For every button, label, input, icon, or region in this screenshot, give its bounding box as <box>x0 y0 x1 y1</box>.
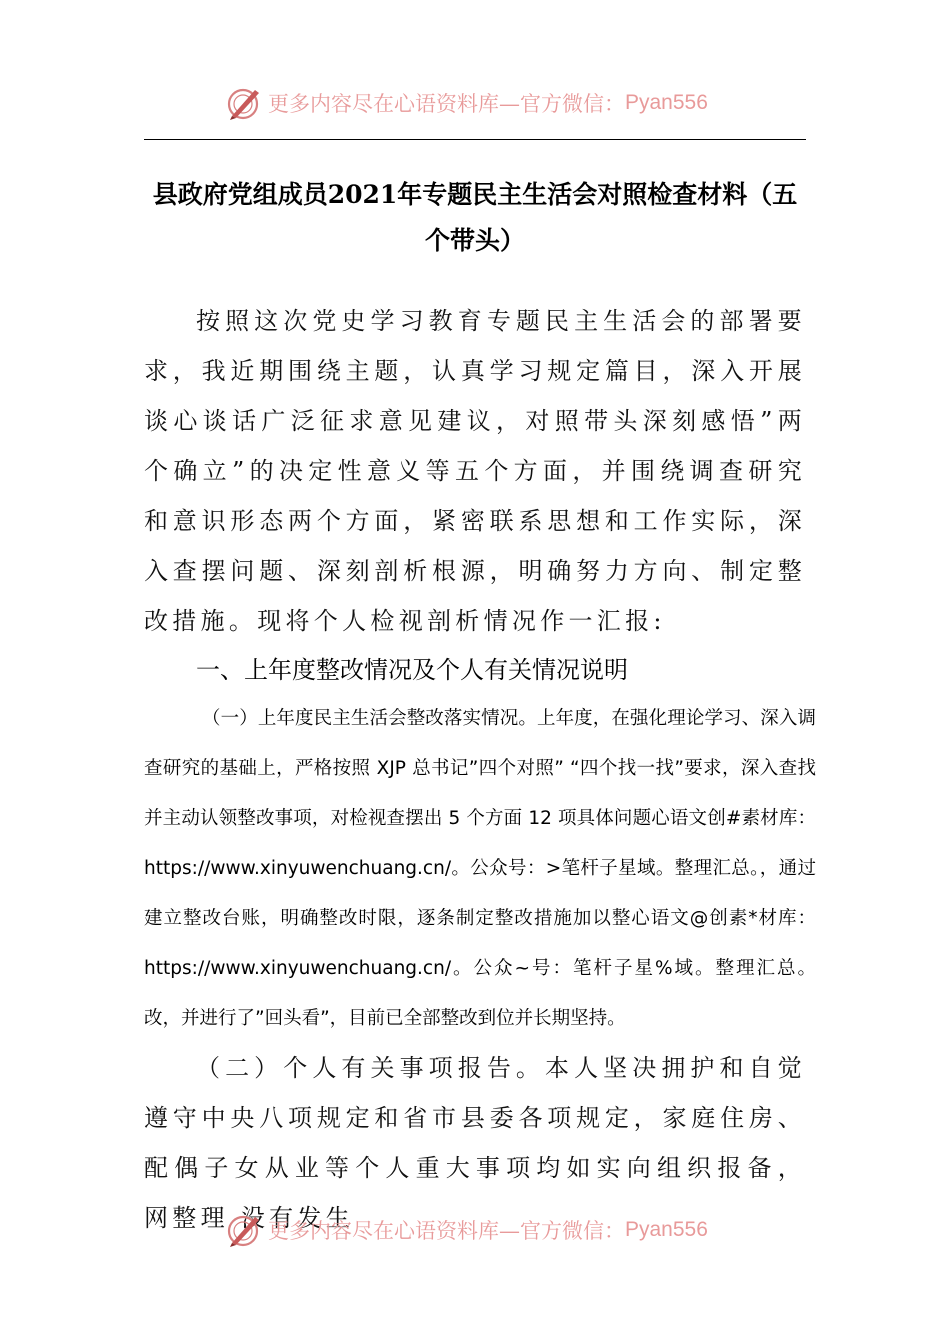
watermark-wechat-id: Pyan556 <box>625 1218 708 1241</box>
header-divider <box>144 139 806 140</box>
pen-logo-icon <box>226 85 262 121</box>
watermark-text: 更多内容尽在心语资料库—官方微信： <box>268 1219 625 1243</box>
watermark-text: 更多内容尽在心语资料库—官方微信： <box>268 92 625 116</box>
watermark-banner-bottom <box>226 1210 746 1250</box>
watermark-banner-top <box>226 83 746 123</box>
watermark-wechat-id: Pyan556 <box>625 91 708 114</box>
intro-paragraph: 按照这次党史学习教育专题民主生活会的部署要求，我近期围绕主题，认真学习规定篇目，深入开展谈心谈话广泛征求意见建议，对照带头深刻感悟”两个确立”的决定性意义等五个方面，并围绕调查研究和意识形态两个方面，紧密联系思想和工作实际，深入查摆问题、深刻剖析根源，明确努力方向、制定整改措施。现将个人检视剖析情况作一汇报: <box>144 307 806 635</box>
section1-paragraph-1: （一）上年度民主生活会整改落实情况。上年度，在强化理论学习、深入调查研究的基础上，严格按照 XJP 总书记”四个对照” “四个找一找”要求，深入查找并主动认领整改事项，对检视查摆出 5 个方面 12 项具体问题心语文创#素材库：https://www.xinyuwenchuang.cn/。公众号：>笔杆子星域。整理汇总。，通过建立整改台账，明确整改时限，逐条制定整改措施加以整心语文@创素*材库：https://www.xinyuwenchuang.cn/。公众~号：笔杆子星%域。整理汇总。改，并进行了”回头看”，目前已全部整改到位并长期坚持。 <box>144 708 816 1029</box>
pen-logo-icon <box>226 1212 262 1248</box>
section-heading-1: 一、上年度整改情况及个人有关情况说明 <box>196 656 628 684</box>
section1-paragraph-2: （二）个人有关事项报告。本人坚决拥护和自觉遵守中央八项规定和省市县委各项规定，家庭住房、配偶子女从业等个人重大事项均如实向组织报备， 网整理 没有发生 <box>144 1054 806 1232</box>
document-title: 县政府党组成员2021年专题民主生活会对照检查材料（五个带头） <box>152 180 798 255</box>
